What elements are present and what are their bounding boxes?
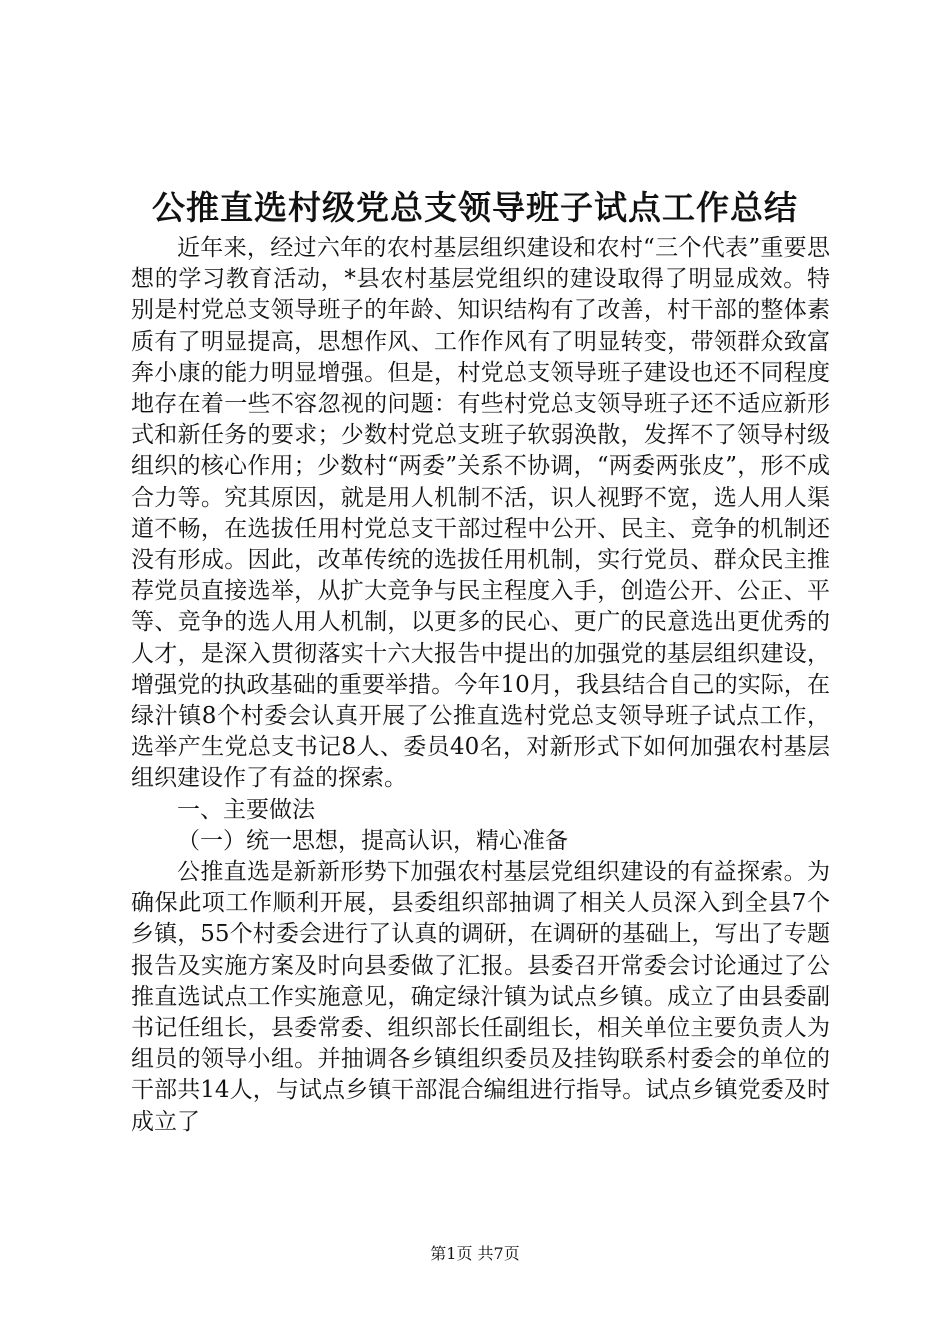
document-title: 公推直选村级党总支领导班子试点工作总结: [152, 188, 798, 227]
subsection-heading-preparation: （一）统一思想，提高认识，精心准备: [177, 827, 568, 854]
page-number-footer: 第1页 共7页: [430, 1244, 520, 1263]
paragraph-intro: 近年来，经过六年的农村基层组织建设和农村“三个代表”重要思想的学习教育活动，*县农村基层党组织的建设取得了明显成效。特别是村党总支领导班子的年龄、知识结构有了改善，村干部的整体素质有了明显提高，思想作风、工作作风有了明显转变，带领群众致富奔小康的能力明显增强。但是，村党总支领导班子建设也还不同程度地存在着一些不容忽视的问题：有些村党总支领导班子还不适应新形式和新任务的要求；少数村党总支班子软弱涣散，发挥不了领导村级组织的核心作用；少数村“两委”关系不协调，“两委两张皮”，形不成合力等。究其原因，就是用人机制不活，识人视野不宽，选人用人渠道不畅，在选拔任用村党总支干部过程中公开、民主、竞争的机制还没有形成。因此，改革传统的选拔任用机制，实行党员、群众民主推荐党员直接选举，从扩大竞争与民主程度入手，创造公开、公正、平等、竞争的选人用人机制，以更多的民心、更广的民意选出更优秀的人才，是深入贯彻落实十六大报告中提出的加强党的基层组织建设，增强党的执政基础的重要举措。今年10月，我县结合自己的实际，在绿汁镇8个村委会认真开展了公推直选村党总支领导班子试点工作，选举产生党总支书记8人、委员40名，对新形式下如何加强农村基层组织建设作了有益的探索。: [131, 235, 830, 792]
section-heading-main-practices: 一、主要做法: [177, 796, 315, 823]
paragraph-preparation: 公推直选是新新形势下加强农村基层党组织建设的有益探索。为确保此项工作顺利开展，县委组织部抽调了相关人员深入到全县7个乡镇，55个村委会进行了认真的调研，在调研的基础上，写出了专题报告及实施方案及时向县委做了汇报。县委召开常委会讨论通过了公推直选试点工作实施意见，确定绿汁镇为试点乡镇。成立了由县委副书记任组长，县委常委、组织部长任副组长，相关单位主要负责人为组员的领导小组。并抽调各乡镇组织委员及挂钩联系村委会的单位的干部共14人，与试点乡镇干部混合编组进行指导。试点乡镇党委及时成立了: [131, 859, 830, 1135]
document-body: [131, 233, 830, 1138]
